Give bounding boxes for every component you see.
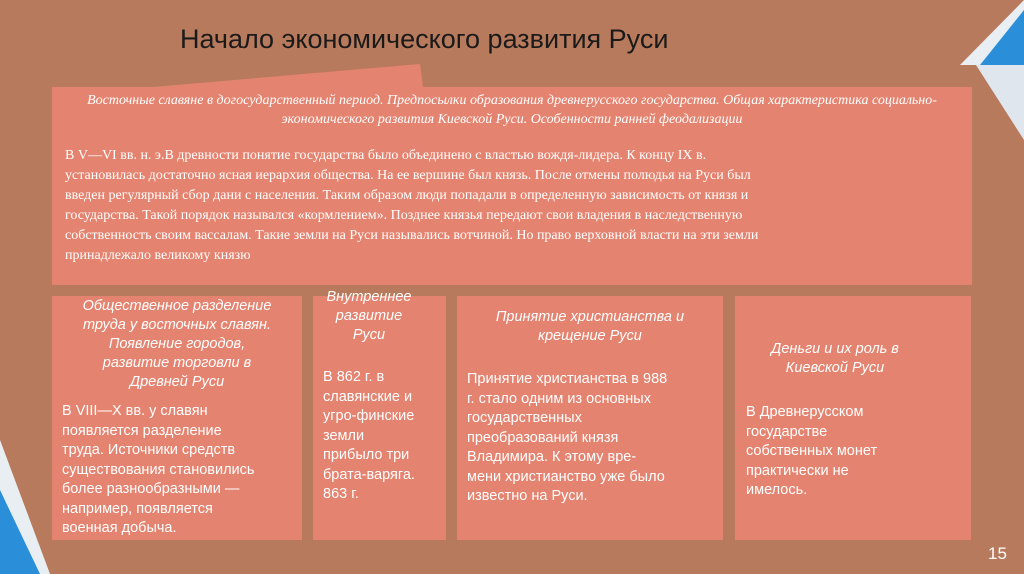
card-text-line: труда. Источники средств [62, 442, 236, 458]
card-text-line: угро-финские [323, 408, 415, 424]
card-text-line: например, появляется [62, 500, 213, 517]
card-text-line: преобразований князя [467, 429, 619, 446]
card-text-line: известно на Руси. [467, 488, 588, 504]
card-text-line: имелось. [746, 482, 808, 498]
overview-text-line: установилась достаточно ясная иерархия общества. На ее вершине был князь. После отмены полюдья на Руси был [65, 168, 751, 183]
overview-heading-line: Восточные славяне в догосударственный период. Предпосылки образования древнерусского государства. [87, 93, 720, 108]
card-heading-line: Внутреннее [326, 289, 412, 305]
card-heading-line: Общественное разделение [82, 298, 272, 314]
card-text-line: Владимира. К этому вре- [467, 449, 637, 465]
card-text-line: появляется разделение [62, 422, 222, 439]
overview-text-line: собственность своим вассалам. Такие земли на Руси назывались вотчиной. Но право верховной власти на эти земли [65, 228, 759, 243]
card-text-line: мени христианство уже было [467, 468, 665, 485]
card-christianity-heading [457, 308, 723, 346]
card-text-line: славянские и [323, 388, 413, 405]
card-internal-development-text [323, 368, 441, 505]
card-heading-line: Деньги и их роль в [771, 341, 899, 357]
card-division-of-labour-text [62, 402, 298, 539]
card-heading-line: труда у восточных славян. [83, 317, 271, 333]
card-money-heading [735, 340, 935, 378]
overview-text [65, 146, 945, 266]
overview-box [52, 87, 972, 285]
overview-heading-line: Общая характеристика социально-экономического развития Киевской Руси. Особенности ранней феодализации [281, 93, 937, 127]
card-heading-line: развитие [335, 308, 403, 324]
card-heading-line: Древней Руси [129, 374, 225, 390]
corner-decoration-left [0, 420, 60, 574]
card-heading-line: крещение Руси [538, 328, 642, 344]
card-heading-line: развитие торговли в [102, 355, 252, 371]
card-text-line: более разнообразными — [62, 481, 240, 497]
card-text-line: В 862 г. в [323, 369, 385, 385]
overview-text-line: введен регулярный сбор дани с населения. Таким образом люди попадали в определенную зависимость от князя и [65, 188, 749, 203]
card-text-line: государственных [467, 410, 582, 426]
overview-text-line: государства. Такой порядок назывался «кормлением». Позднее князья передают свои владения в наследственную [65, 208, 743, 223]
card-text-line: г. стало одним из основных [467, 390, 651, 407]
card-text-line: прибыло три [323, 447, 410, 463]
card-text-line: собственных монет [746, 443, 878, 459]
card-heading-line: Киевской Руси [785, 360, 885, 376]
card-internal-development-heading [313, 288, 425, 345]
card-text-line: 863 г. [323, 486, 359, 502]
card-text-line: брата-варяга. [323, 466, 415, 483]
card-text-line: земли [323, 427, 365, 444]
card-text-line: военная добыча. [62, 520, 177, 536]
card-christianity-text [467, 370, 717, 507]
overview-heading [52, 91, 972, 129]
card-text-line: В VIII—X вв. у славян [62, 403, 208, 419]
card-text-line: существования становились [62, 461, 255, 478]
overview-text-line: принадлежало великому князю [65, 248, 251, 263]
card-text-line: В Древнерусском [746, 404, 864, 420]
card-text-line: государстве [746, 423, 828, 440]
card-heading-line: Принятие христианства и [495, 309, 685, 325]
card-heading-line: Руси [352, 327, 386, 343]
card-division-of-labour-heading [52, 297, 302, 392]
card-text-line: практически не [746, 462, 849, 479]
card-heading-line: Появление городов, [108, 336, 246, 352]
card-money-text [746, 403, 956, 501]
page-number: 15 [988, 544, 1007, 563]
overview-text-line: В V—VI вв. н. э.В древности понятие государства было объединено с властью вождя-лидера. К концу IX в. [65, 148, 707, 163]
page-title: Начало экономического развития Руси [180, 24, 669, 54]
card-text-line: Принятие христианства в 988 [467, 371, 668, 387]
